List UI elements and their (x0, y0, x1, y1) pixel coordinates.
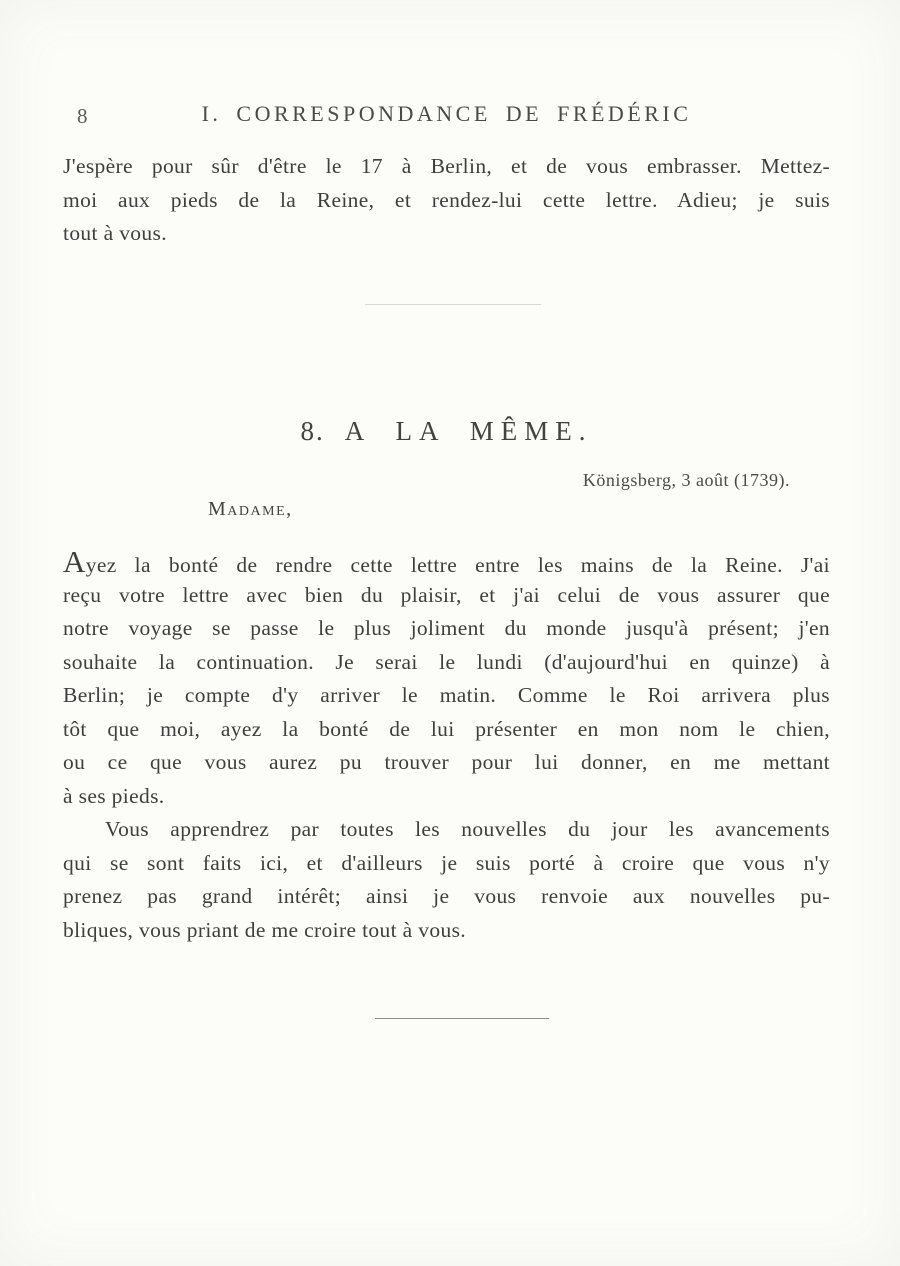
text-line: à ses pieds. (63, 783, 165, 808)
text-line: Vous apprendrez par toutes les nouvelles du jour les avancements (105, 817, 830, 841)
letter-heading (63, 416, 830, 447)
letter-end-rule (375, 1018, 549, 1019)
running-header (63, 101, 830, 131)
text-line: Berlin; je compte d'y arriver le matin. Comme le Roi arrivera plus (63, 683, 830, 707)
page-number: 8 (77, 104, 88, 128)
text-line: qui se sont faits ici, et d'ailleurs je suis porté à croire que vous n'y (63, 850, 830, 875)
text-line: souhaite la continuation. Je serai le lundi (d'aujourd'hui en quinze) à (63, 649, 830, 674)
text-line (63, 545, 830, 579)
text-line: reçu votre lettre avec bien du plaisir, et j'ai celui de vous assurer que (63, 582, 830, 607)
salutation: Madame, (208, 498, 293, 520)
letter-number: 8. (300, 416, 325, 446)
text-line: prenez pas grand intérêt; ainsi je vous renvoie aux nouvelles pu- (63, 884, 830, 908)
text-line: ou ce que vous aurez pu trouver pour lui donner, en me mettant (63, 750, 830, 774)
text-line: moi aux pieds de la Reine, et rendez-lui cette lettre. Adieu; je suis (63, 187, 830, 212)
letter-body (63, 545, 830, 947)
text-line: tout à vous. (63, 221, 167, 245)
running-header-title: I. CORRESPONDANCE DE FRÉDÉRIC (201, 101, 692, 126)
text-line: tôt que moi, ayez la bonté de lui présenter en mon nom le chien, (63, 716, 830, 741)
text-line: J'espère pour sûr d'être le 17 à Berlin, et de vous embrasser. Mettez- (63, 154, 830, 178)
dateline: Königsberg, 3 août (1739). (582, 470, 790, 490)
text-line: bliques, vous priant de me croire tout à vous. (63, 917, 467, 942)
section-divider-rule (365, 304, 541, 305)
drop-initial: A (63, 544, 86, 579)
text-line-rest: yez la bonté de rendre cette lettre entre les mains de la Reine. J'ai (85, 553, 830, 577)
previous-letter-end (63, 150, 830, 251)
text-line: notre voyage se passe le plus joliment du monde jusqu'à présent; j'en (63, 616, 830, 640)
letter-title: A LA MÊME. (344, 416, 593, 446)
